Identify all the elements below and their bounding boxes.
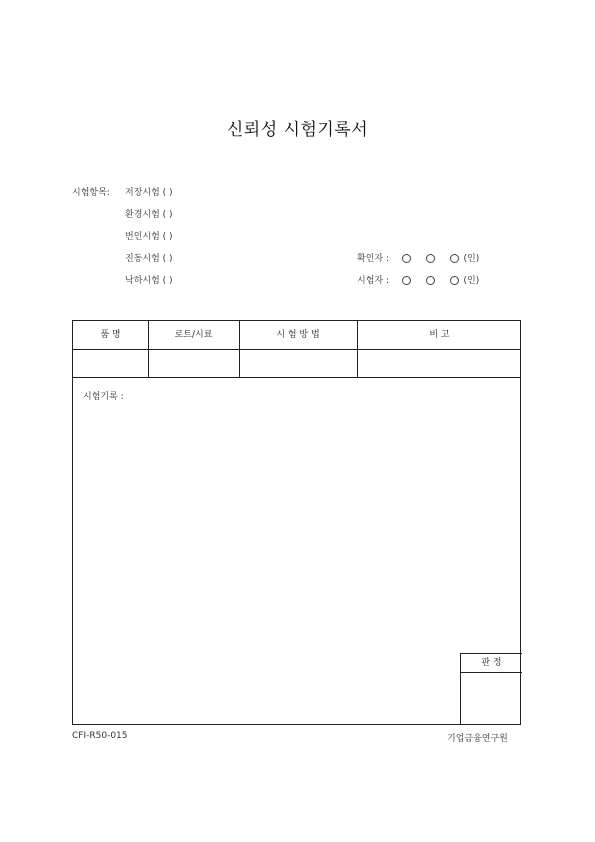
- organization-name: 기업금융연구원: [447, 734, 508, 744]
- confirmer-signature: [357, 251, 479, 264]
- row-divider: [73, 349, 520, 350]
- test-item-storage: 저장시험 ( ): [125, 188, 173, 198]
- test-item-vibration: 진동시험 ( ): [125, 254, 173, 264]
- tester-label: 시험자 :: [357, 276, 389, 286]
- tester-signature: [357, 273, 479, 286]
- circle-icon: [450, 276, 459, 285]
- row-divider: [73, 377, 520, 378]
- judgement-box: [460, 653, 522, 725]
- circle-icon: [426, 254, 435, 263]
- header-test-method: 시 험 방 법: [276, 330, 320, 340]
- test-record-table: [72, 320, 521, 725]
- header-remarks: 비 고: [429, 330, 450, 340]
- test-item-burn-in: 번인시험 ( ): [125, 232, 173, 242]
- form-code: CFI-R50-015: [72, 731, 128, 741]
- circle-icon: [402, 254, 411, 263]
- circle-icon: [402, 276, 411, 285]
- tester-seal: (인): [463, 276, 480, 286]
- document-title: 신뢰성 시험기록서: [226, 120, 369, 140]
- confirmer-seal: (인): [463, 254, 480, 264]
- header-lot-sample: 로트/시료: [174, 330, 213, 340]
- header-product-name: 품 명: [100, 330, 121, 340]
- circle-icon: [426, 276, 435, 285]
- circle-icon: [450, 254, 459, 263]
- confirmer-label: 확인자 :: [357, 254, 389, 264]
- test-record-label: 시험기록 :: [83, 392, 124, 402]
- test-item-drop: 낙하시험 ( ): [125, 276, 173, 286]
- judgement-label: 판 정: [461, 654, 522, 673]
- test-items-label: 시험항목:: [72, 188, 110, 198]
- test-item-environment: 환경시험 ( ): [125, 210, 173, 220]
